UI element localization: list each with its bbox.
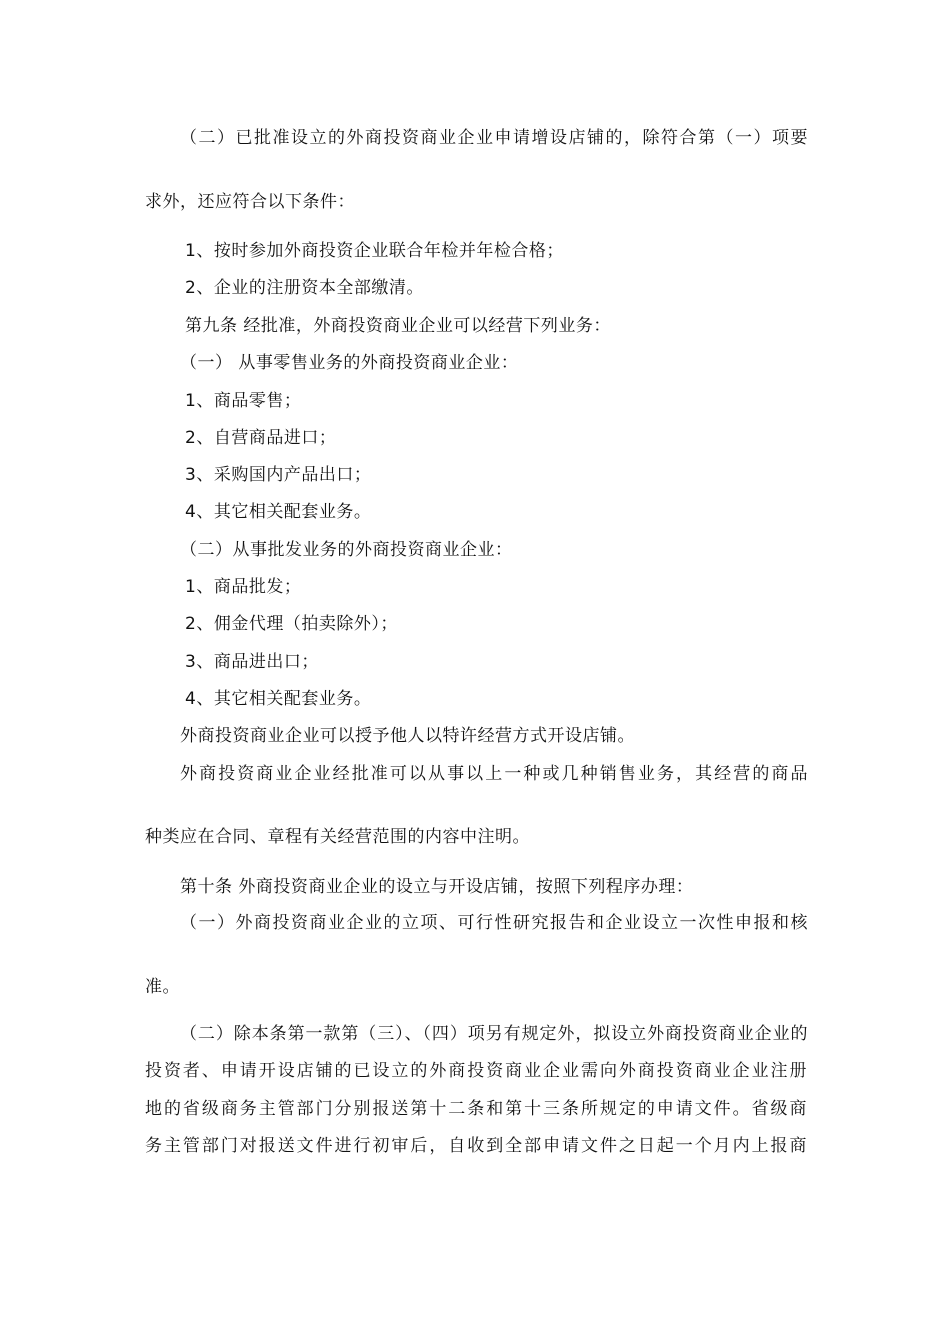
list-item: 1、商品零售；	[185, 391, 302, 411]
list-item: 1、商品批发；	[185, 577, 302, 597]
paragraph-line: 外商投资商业企业可以授予他人以特许经营方式开设店铺。	[180, 726, 635, 746]
list-item: 1、按时参加外商投资企业联合年检并年检合格；	[185, 241, 564, 261]
article-heading: 第九条 经批准，外商投资商业企业可以经营下列业务：	[185, 316, 611, 336]
list-item: 4、其它相关配套业务。	[185, 502, 372, 522]
list-item: 2、自营商品进口；	[185, 428, 337, 448]
article-heading: 第十条 外商投资商业企业的设立与开设店铺，按照下列程序办理：	[180, 877, 694, 897]
list-item: 2、企业的注册资本全部缴清。	[185, 278, 424, 298]
list-item: 3、商品进出口；	[185, 652, 319, 672]
paragraph-line: （二）已批准设立的外商投资商业企业申请增设店铺的，除符合第（一）项要	[180, 128, 808, 148]
paragraph-line: （一）外商投资商业企业的立项、可行性研究报告和企业设立一次性申报和核	[180, 913, 808, 933]
section-heading: （二）从事批发业务的外商投资商业企业：	[180, 540, 513, 560]
list-item: 4、其它相关配套业务。	[185, 689, 372, 709]
paragraph-line: 外商投资商业企业经批准可以从事以上一种或几种销售业务，其经营的商品	[180, 764, 808, 784]
paragraph-line: 投资者、申请开设店铺的已设立的外商投资商业企业需向外商投资商业企业注册	[145, 1061, 807, 1081]
paragraph-line: 准。	[145, 977, 180, 997]
paragraph-line: 务主管部门对报送文件进行初审后，自收到全部申请文件之日起一个月内上报商	[145, 1136, 807, 1156]
paragraph-line: （二）除本条第一款第（三）、（四）项另有规定外，拟设立外商投资商业企业的	[180, 1024, 808, 1044]
paragraph-line: 地的省级商务主管部门分别报送第十二条和第十三条所规定的申请文件。省级商	[145, 1099, 807, 1119]
section-heading: （一） 从事零售业务的外商投资商业企业：	[180, 353, 519, 373]
paragraph-line: 求外，还应符合以下条件：	[145, 192, 355, 212]
list-item: 2、佣金代理（拍卖除外）；	[185, 614, 398, 634]
list-item: 3、采购国内产品出口；	[185, 465, 372, 485]
paragraph-line: 种类应在合同、章程有关经营范围的内容中注明。	[145, 827, 530, 847]
